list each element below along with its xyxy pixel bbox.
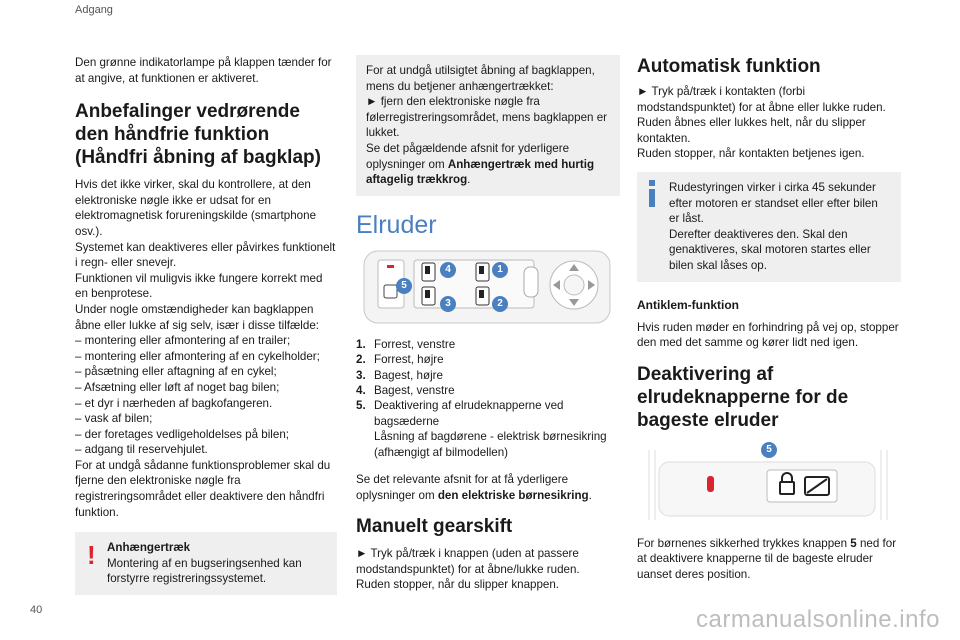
figure-badge-3: 3	[440, 296, 456, 312]
list-item: 3. Bagest, højre	[356, 368, 443, 382]
see-childlock-paragraph: Se det relevante afsnit for at få yderligere oplysninger om den elektriske børnesikring.	[356, 473, 592, 502]
window-switch-figure	[356, 247, 620, 329]
antiklem-text: Hvis ruden møder en forhindring på vej op, stopper den med det samme og kører lidt ned igen.	[637, 320, 899, 350]
figure-badge-1: 1	[492, 262, 508, 278]
figure-badge-5: 5	[396, 278, 412, 294]
towbar-note-box	[356, 55, 620, 196]
heading-handsfree: Anbefalinger vedrørende den håndfrie funktion (Håndfri åbning af bagklap)	[75, 101, 321, 169]
info-icon	[649, 180, 655, 207]
auto-text: ► Tryk på/træk i kontakten (forbi modstandspunktet) for at åbne eller lukke ruden. Ruden åbnes eller lukkes helt, når du slipper kontakten. Ruden stopper, når kontakten betjenes igen.	[637, 85, 886, 161]
manual-text: ► Tryk på/træk i knappen (uden at passere modstandspunktet) for at åbne/lukke ruden. Ruden stopper, når du slipper knappen.	[356, 547, 580, 592]
intro-paragraph: Den grønne indikatorlampe på klappen tænder for at angive, at funktionen er aktiveret.	[75, 56, 332, 85]
figure-badge-2: 2	[492, 296, 508, 312]
towbar-note-bold: Anhængertræk med hurtig aftagelig trækkrog	[366, 157, 595, 187]
deakt-text: For børnenes sikkerhed trykkes knappen 5 ned for at deaktivere knapperne til de bageste elruder uanset deres position.	[637, 536, 897, 581]
list-item: 1. Forrest, venstre	[356, 337, 456, 351]
elruder-list	[356, 337, 620, 460]
running-header: Adgang	[75, 4, 113, 16]
warning-title: Anhængertræk	[107, 541, 191, 555]
section-title-elruder: Elruder	[356, 210, 437, 239]
warning-box	[75, 532, 337, 595]
heading-deaktivering: Deaktivering af elrudeknapperne for de bageste elruder	[637, 363, 849, 431]
list-item: 4. Bagest, venstre	[356, 383, 455, 397]
column-2	[356, 55, 620, 593]
info-box	[637, 172, 901, 282]
warning-text: Montering af en bugseringsenhed kan forstyrre registreringssystemet.	[107, 556, 302, 586]
heading-auto: Automatisk funktion	[637, 56, 821, 77]
heading-manual: Manuelt gearskift	[356, 516, 513, 538]
figure-badge-4: 4	[440, 262, 456, 278]
deactivation-figure	[637, 442, 901, 528]
column-1	[75, 55, 337, 595]
warning-icon: !	[87, 540, 96, 571]
watermark: carmanualsonline.info	[696, 606, 940, 633]
info-text: Rudestyringen virker i cirka 45 sekunder efter motoren er standset eller efter bilen er låst. Derefter deaktiveres den. Skal den genaktiveres, skal motoren startes eller bilen skal låses op.	[669, 180, 878, 272]
list-item: 5. Deaktivering af elrudeknapperne ved bagsæderne Låsning af bagdørene - elektrisk børnesikring (afhængigt af bilmodellen)	[356, 399, 607, 459]
towbar-note: For at undgå utilsigtet åbning af bagklappen, mens du betjener anhængertrækket: ► fjern den elektroniske nøgle fra følerregistreringsområdet, mens bagklappen er lukket. Se det pågældende afsnit for yderligere oplysninger om Anhængertræk med hurtig aftagelig trækkrog.	[366, 64, 608, 187]
towbar-note-text: For at undgå utilsigtet åbning af bagklappen, mens du betjener anhængertrækket: ► fjern den elektroniske nøgle fra følerregistreringsområdet, mens bagklappen er lukket. Se det pågældende afsnit for yderligere oplysninger om	[366, 64, 608, 171]
column-3	[637, 55, 901, 583]
list-item: 2. Forrest, højre	[356, 353, 444, 367]
heading-antiklem: Antiklem-funktion	[637, 297, 739, 312]
handsfree-body: Hvis det ikke virker, skal du kontrollere, at den elektroniske nøgle ikke er udsat for en elektromagnetisk forureningskilde (smartphone osv.). Systemet kan deaktiveres eller påvirkes funktionelt i regn- eller snevejr. Funktionen vil muligvis ikke fungere korrekt med en benprotese. Under nogle omstændigheder kan bagklappen åbne eller lukke af sig selv, især i disse tilfælde: – montering eller afmontering af en trailer; – montering eller afmontering af en cykelholder; – påsætning eller aftagning af en cykel; – Afsætning eller løft af noget bag bilen; – et dyr i nærheden af bagkofangeren. – vask af bilen; – der foretages vedligeholdelses på bilen; – adgang til reservehjulet. For at undgå sådanne funktionsproblemer skal du fjerne den elektroniske nøgle fra registreringsområdet eller deaktivere den håndfri funktion.	[75, 178, 336, 519]
figure-badge-5b: 5	[761, 442, 777, 458]
page-number: 40	[30, 604, 43, 616]
